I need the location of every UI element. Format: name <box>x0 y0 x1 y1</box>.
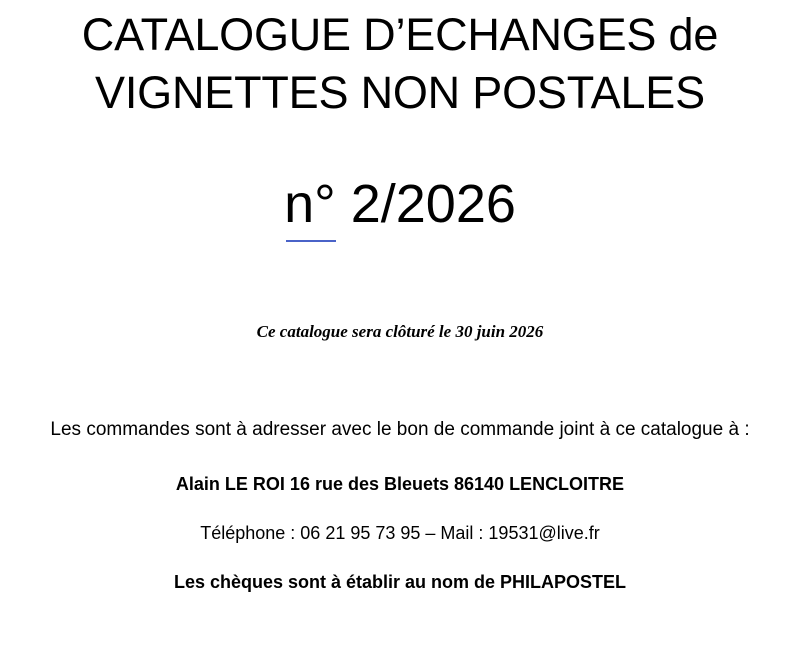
issue-number <box>284 174 516 234</box>
contact-block <box>0 474 800 593</box>
document-title <box>0 0 800 122</box>
cheque-notice: Les chèques sont à établir au nom de PHILAPOSTEL <box>173 572 627 592</box>
issue-number-block <box>0 174 800 234</box>
orders-instruction: Les commandes sont à adresser avec le bon de commande joint à ce catalogue à : <box>50 419 750 440</box>
issue-number-text: n° 2/2026 <box>284 174 516 234</box>
title-line-2: VIGNETTES NON POSTALES <box>95 67 705 118</box>
closing-notice: Ce catalogue sera clôturé le 30 juin 2026 <box>256 322 544 341</box>
title-line-1: CATALOGUE D’ECHANGES de <box>81 9 719 60</box>
contact-phone-mail: Téléphone : 06 21 95 73 95 – Mail : 19531@live.fr <box>200 523 600 543</box>
contact-address: Alain LE ROI 16 rue des Bleuets 86140 LENCLOITRE <box>175 474 625 494</box>
issue-underline-accent <box>286 240 336 242</box>
